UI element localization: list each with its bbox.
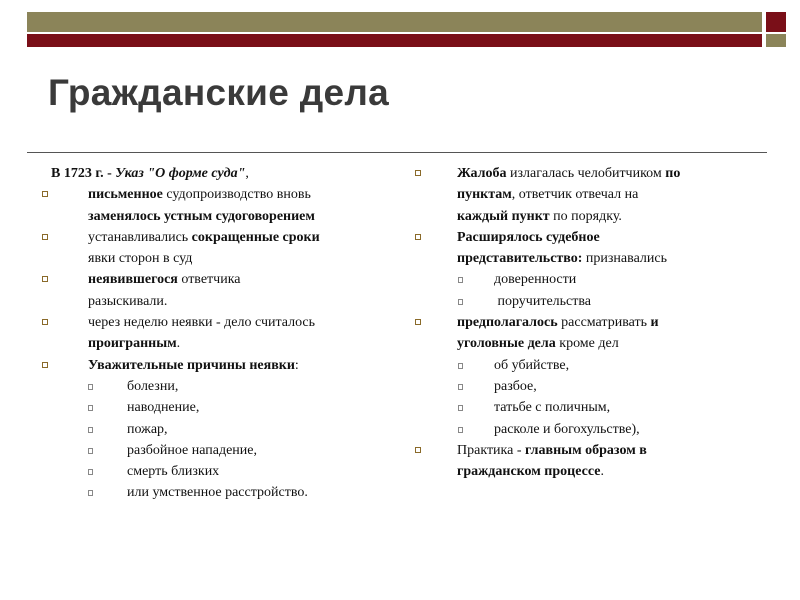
list-item-continuation: представительство: признавались: [457, 251, 667, 267]
list-item: устанавливались сокращенные сроки: [48, 227, 393, 248]
list-item: письменное судопроизводство вновь: [48, 184, 393, 205]
intro-year: В 1723 г. -: [51, 166, 116, 181]
list-item: Практика - главным образом в: [420, 440, 765, 461]
sub-bullet-icon: [458, 384, 463, 390]
list-item-continuation: пунктам, ответчик отвечал на: [457, 187, 639, 203]
list-item-continuation: разыскивали.: [88, 293, 168, 309]
list-item-continuation: заменялось устным судоговорением: [88, 208, 315, 224]
slide-title: Гражданские дела: [48, 72, 390, 113]
square-bullet-icon: [42, 319, 48, 325]
list-item-continuation: явки сторон в суд: [88, 251, 193, 267]
header-bar-maroon: [27, 34, 762, 47]
sub-list-item: разбойное нападение,: [48, 440, 393, 461]
sub-list-item: разбое,: [420, 376, 765, 397]
list-item: Расширялось судебное: [420, 227, 765, 248]
sub-list-item: смерть близких: [48, 461, 393, 482]
square-bullet-icon: [415, 234, 421, 240]
header-square-olive: [766, 34, 786, 47]
sub-list-item: об убийстве,: [420, 355, 765, 376]
sub-list-item: расколе и богохульстве),: [420, 419, 765, 440]
sub-bullet-icon: [458, 405, 463, 411]
list-item: через неделю неявки - дело считалось: [48, 312, 393, 333]
square-bullet-icon: [42, 191, 48, 197]
list-item: неявившегося ответчика: [48, 269, 393, 290]
sub-bullet-icon: [458, 277, 463, 283]
sub-bullet-icon: [458, 427, 463, 433]
sub-list-item: пожар,: [48, 419, 393, 440]
list-item: Жалоба излагалась челобитчиком по: [420, 163, 765, 184]
square-bullet-icon: [42, 362, 48, 368]
sub-list-item: наводнение,: [48, 397, 393, 418]
square-bullet-icon: [415, 170, 421, 176]
list-item: Уважительные причины неявки:: [48, 355, 393, 376]
intro-line: [48, 163, 393, 184]
list-item: предполагалось рассматривать и: [420, 312, 765, 333]
sub-bullet-icon: [88, 490, 93, 496]
square-bullet-icon: [415, 447, 421, 453]
square-bullet-icon: [42, 234, 48, 240]
sub-bullet-icon: [88, 448, 93, 454]
sub-bullet-icon: [88, 405, 93, 411]
list-item-continuation: гражданском процессе.: [457, 464, 604, 480]
intro-comma: ,: [245, 166, 249, 181]
left-column: [48, 163, 393, 504]
sub-bullet-icon: [88, 384, 93, 390]
sub-list-item: поручительства: [420, 291, 765, 312]
sub-bullet-icon: [458, 363, 463, 369]
header-bar-olive: [27, 12, 762, 32]
sub-bullet-icon: [458, 299, 463, 305]
sub-list-item: доверенности: [420, 269, 765, 290]
square-bullet-icon: [415, 319, 421, 325]
square-bullet-icon: [42, 276, 48, 282]
list-item-continuation: проигранным.: [88, 336, 181, 352]
sub-list-item: болезни,: [48, 376, 393, 397]
list-item-continuation: каждый пункт по порядку.: [457, 208, 622, 224]
intro-decree: Указ "О форме суда": [115, 166, 246, 181]
sub-bullet-icon: [88, 427, 93, 433]
right-column: [420, 163, 765, 482]
title-divider: [27, 152, 767, 153]
sub-list-item: или умственное расстройство.: [48, 482, 393, 503]
header-square-maroon: [766, 12, 786, 32]
list-item-continuation: уголовные дела кроме дел: [457, 336, 619, 352]
sub-bullet-icon: [88, 469, 93, 475]
sub-list-item: татьбе с поличным,: [420, 397, 765, 418]
